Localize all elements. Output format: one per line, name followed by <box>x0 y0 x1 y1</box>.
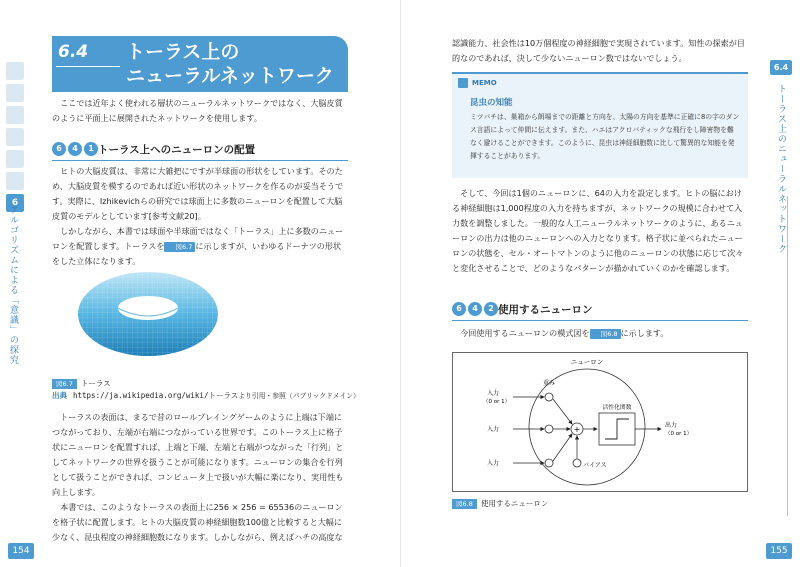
weight-node-3 <box>545 459 553 467</box>
source-label: 出典 <box>52 391 67 400</box>
input2-label: 入力 <box>487 426 500 433</box>
text-span: しかしながら、本書では球面や半球面ではなく「トーラス」上に多数のニューロンを配置します。トーラスを <box>52 226 344 251</box>
figure-caption-text: トーラス <box>80 379 111 388</box>
output-label: 出力 <box>665 422 678 429</box>
intro-text: ここでは近年よく使われる層状のニューラルネットワークではなく、大脳皮質のように平面上に展開されたネットワークを使用します。 <box>52 98 343 123</box>
badge-section: 4 <box>68 142 82 156</box>
section-tab-strip <box>770 60 792 75</box>
chapter-tab-blank <box>6 62 24 80</box>
chapter-tab-blank <box>6 128 24 146</box>
torus-figure <box>52 262 348 372</box>
text-span: 今回使用するニューロンの模式図を <box>460 328 590 338</box>
subsection-title: 使用するニューロン <box>498 304 593 316</box>
subsection-title: トーラス上へのニューロンの配置 <box>98 144 256 156</box>
sum-symbol: + <box>573 425 581 434</box>
right-body-2 <box>452 326 748 341</box>
paragraph: トーラスの表面は、まるで昔のロールプレイングゲームのように上端は下端につながっており、左端が右端につながっている世界です。このトーラス上に格子状にニューロンを配置すれば、上端と下端、左端と右端がつながった「行列」としてネットワークの世界を扱うことが可能になります。ニューロンの集合を行列として扱うことができれば、コンピュータ上で扱いが大幅に楽になり、実用性も向上します。 <box>52 412 344 497</box>
badge-section: 4 <box>468 302 482 316</box>
page-number: 155 <box>766 543 792 559</box>
badge-chapter: 6 <box>452 302 466 316</box>
figure-caption-2 <box>452 498 548 509</box>
memo-title: 昆虫の知能 <box>470 98 513 108</box>
margin-rule <box>787 196 788 516</box>
chapter-tab-blank <box>6 150 24 168</box>
text-span: に示しますが、いわゆるドーナツの形状をした立体になります。 <box>52 241 341 266</box>
section-title <box>126 40 334 88</box>
figure-chip: 図6.8 <box>452 499 477 509</box>
section-title-line1: トーラス上の <box>126 41 240 63</box>
section-title-line2: ニューラルネットワーク <box>126 65 334 87</box>
memo-box <box>452 72 748 178</box>
source-suffix: より引用・参照（パブリックドメイン） <box>238 392 360 400</box>
paragraph: そして、今回は1個のニューロンに、64の入力を設定します。ヒトの脳における神経細胞は1,000程度の入力を持ちますが、ネットワークの規模に合わせて入力数を調整しました。一般的な人工ニューラルネットワークのように、あるニューロンの出力は他のニューロンへの入力となります。格子状に並べられたニューロンの状態を、セル・オートマトンのように他のニューロンの状態に応じて次々と変化させることで、どのようなパターンが描かれていくのかを確認します。 <box>452 188 744 273</box>
subsection-number-badges <box>52 142 98 156</box>
activation-label: 活性化関数 <box>602 405 632 411</box>
input1-sub: （0 or 1） <box>483 399 511 405</box>
input3-label: 入力 <box>487 460 500 467</box>
neuron-diagram <box>452 352 748 492</box>
neuron-svg <box>453 353 747 491</box>
section-number: 6.4 <box>58 42 89 62</box>
section-vertical-title: トーラス上のニューラルネットワーク <box>776 84 786 254</box>
paragraph: 本書では、このようなトーラスの表面上に256 × 256 = 65536のニューロンを格子状に配置します。ヒトの大脳皮質の神経細胞数100億と比較すると大幅に少なく、昆虫程度の神経細胞数になります。しかしながら、例えばハチの高度な <box>52 502 343 542</box>
torus-image <box>52 262 348 372</box>
weight-node-1 <box>545 393 553 401</box>
memo-icon <box>458 78 468 88</box>
body-paragraphs-1 <box>52 164 348 269</box>
chapter-tab-active: 6 <box>6 194 24 212</box>
intro-paragraph <box>52 96 348 126</box>
chapter-tab-strip <box>6 62 24 216</box>
memo-tag <box>458 78 497 88</box>
subsection-number-badges <box>452 302 498 316</box>
chapter-vertical-title: アルゴリズムによる「意識」の探究 <box>8 205 18 365</box>
paragraph-with-ref <box>452 326 748 341</box>
bias-label: バイアス <box>583 462 607 469</box>
bias-node <box>573 459 581 467</box>
weight-label: 重み <box>543 380 556 387</box>
badge-subsection: 1 <box>84 142 98 156</box>
weight-node-2 <box>545 425 553 433</box>
chapter-tab-blank <box>6 84 24 102</box>
input1-label: 入力 <box>487 390 500 397</box>
memo-body: ミツバチは、巣箱から餌場までの距離と方向を、太陽の方向を基準に正確に8の字のダンス言語によって仲間に伝えます。また、ハエはアクロバティックな飛行をし障害物を難なく避けることができます。このように、昆虫は神経細胞数に比して驚異的な知能を発揮することがあります。 <box>470 113 740 160</box>
right-top-text <box>452 36 748 66</box>
subsection-heading <box>52 140 348 161</box>
figure-caption <box>52 378 111 389</box>
source-url[interactable]: https://ja.wikipedia.org/wiki/トーラス <box>73 391 239 400</box>
section-header <box>52 36 348 92</box>
section-tab: 6.4 <box>770 60 792 75</box>
text-span: に示します。 <box>620 328 669 338</box>
chapter-tab-blank <box>6 106 24 124</box>
paragraph: ヒトの大脳皮質は、非常に大雑把にですが半球面の形状をしています。そのため、大脳皮質を模するのであれば近い形状のネットワークを作るのが妥当そうです。実際に、Izhikevichらの研究では球面上に多数のニューロンを配置して大脳皮質のモデルとしています[参考文献20]。 <box>52 166 344 221</box>
badge-subsection: 2 <box>484 302 498 316</box>
output-sub: （0 or 1） <box>665 431 693 437</box>
body-paragraphs-2 <box>52 410 348 545</box>
figure-chip: 図6.7 <box>52 379 77 389</box>
neuron-label: ニューロン <box>570 358 604 366</box>
page-number: 154 <box>8 543 34 559</box>
badge-chapter: 6 <box>52 142 66 156</box>
figure-caption-text: 使用するニューロン <box>480 499 549 508</box>
chapter-tab-blank <box>6 172 24 190</box>
section-number-underline <box>56 66 120 67</box>
paragraph: 認識能力、社会性は10万個程度の神経細胞で実現されています。知性の探索が目的なのであれば、決して少ないニューロン数ではないでしょう。 <box>452 38 745 63</box>
figure-source <box>52 390 360 401</box>
figure-ref-link[interactable]: 図6.8 <box>590 329 621 339</box>
subsection-heading-2 <box>452 300 748 321</box>
right-body-1 <box>452 186 748 276</box>
figure-ref-link[interactable]: 図6.7 <box>164 242 195 252</box>
memo-tag-text: MEMO <box>472 79 497 87</box>
